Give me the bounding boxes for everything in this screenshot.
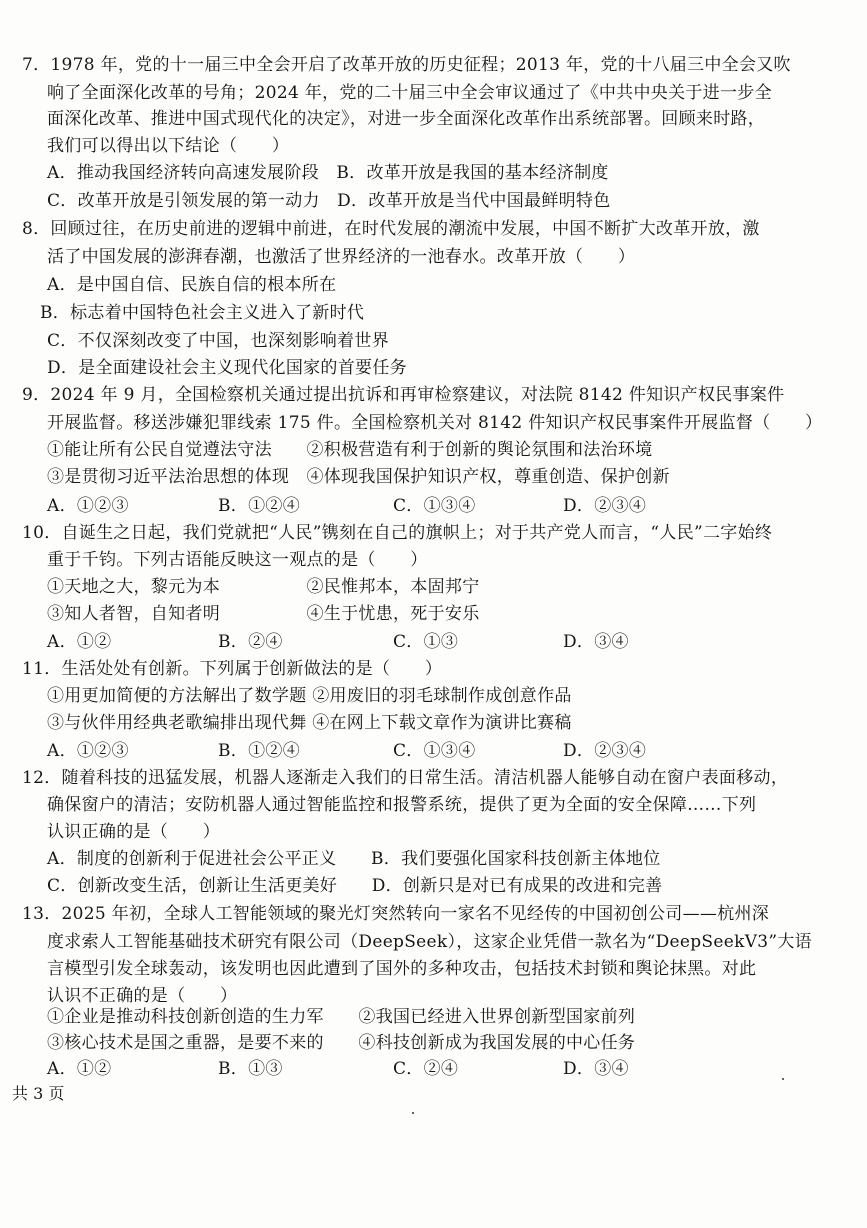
question-8-stem-line-2: 活了中国发展的澎湃春潮，也激活了世界经济的一池春水。改革开放（ ） xyxy=(47,247,636,267)
question-13-statement-row-1: ①企业是推动科技创新创造的生力军 ②我国已经进入世界创新型国家前列 xyxy=(47,1007,636,1027)
question-12-stem-line-3: 认识正确的是（ ） xyxy=(47,822,220,842)
question-11-choice-a: A．①②③ xyxy=(47,741,129,761)
question-12-stem-line-2: 确保窗户的清洁；安防机器人通过智能监控和报警系统，提供了更为全面的安全保障……下列 xyxy=(47,795,757,815)
question-9-choice-c: C．①③④ xyxy=(393,496,476,516)
question-11-statement-row-2: ③与伙伴用经典老歌编排出现代舞 ④在网上下载文章作为演讲比赛稿 xyxy=(47,713,572,733)
question-11-choice-d: D．②③④ xyxy=(563,741,647,761)
question-7-stem-line-1: 7．1978 年，党的十一届三中全会开启了改革开放的历史征程；2013 年，党的十八届三中全会又吹 xyxy=(22,55,791,75)
question-8-option-b: B．标志着中国特色社会主义进入了新时代 xyxy=(40,303,365,323)
question-9-choice-b: B．①②④ xyxy=(218,496,300,516)
question-7-stem-line-3: 面深化改革、推进中国式现代化的决定》，对进一步全面深化改革作出系统部署。回顾来时路， xyxy=(47,109,766,129)
question-8-option-a: A．是中国自信、民族自信的根本所在 xyxy=(47,275,337,295)
question-7-option-row-2: C．改革开放是引领发展的第一动力 D．改革开放是当代中国最鲜明特色 xyxy=(47,191,611,211)
question-9-choice-d: D．②③④ xyxy=(563,496,647,516)
question-11-choice-b: B．①②④ xyxy=(218,741,300,761)
question-10-statement-row-1: ①天地之大，黎元为本 ②民惟邦本，本固邦宁 xyxy=(47,577,480,597)
question-13-statement-row-2: ③核心技术是国之重器，是要不来的 ④科技创新成为我国发展的中心任务 xyxy=(47,1033,636,1053)
question-9-stem-line-2: 开展监督。移送涉嫌犯罪线索 175 件。全国检察机关对 8142 件知识产权民事案件开展监督（ ） xyxy=(47,413,823,433)
question-8-stem-line-1: 8．回顾过往，在历史前进的逻辑中前进，在时代发展的潮流中发展，中国不断扩大改革开放，激 xyxy=(22,219,760,239)
question-13-stem-line-1: 13．2025 年初，全球人工智能领域的聚光灯突然转向一家名不见经传的中国初创公司——杭州深 xyxy=(22,904,770,924)
question-7-option-row-1: A．推动我国经济转向高速发展阶段 B．改革开放是我国的基本经济制度 xyxy=(47,163,609,183)
question-13-stem-line-4: 认识不正确的是（ ） xyxy=(47,986,238,1006)
scan-speck xyxy=(412,1112,414,1114)
question-8-option-d: D．是全面建设社会主义现代化国家的首要任务 xyxy=(47,358,407,378)
question-13-choice-c: C．②④ xyxy=(393,1059,459,1079)
question-9-stem-line-1: 9．2024 年 9 月，全国检察机关通过提出抗诉和再审检察建议，对法院 8142 件知识产权民事案件 xyxy=(22,385,785,405)
question-9-choice-a: A．①②③ xyxy=(47,496,129,516)
question-8-option-c: C．不仅深刻改变了中国，也深刻影响着世界 xyxy=(47,331,390,351)
question-13-choice-b: B．①③ xyxy=(218,1059,283,1079)
question-10-statement-row-2: ③知人者智，自知者明 ④生于忧患，死于安乐 xyxy=(47,604,480,624)
question-9-statement-row-1: ①能让所有公民自觉遵法守法 ②积极营造有利于创新的舆论氛围和法治环境 xyxy=(47,440,653,460)
question-9-statement-row-2: ③是贯彻习近平法治思想的体现 ④体现我国保护知识产权，尊重创造、保护创新 xyxy=(47,467,670,487)
question-11-choice-c: C．①③④ xyxy=(393,741,476,761)
question-10-choice-d: D．③④ xyxy=(563,632,629,652)
question-11-stem-line-1: 11．生活处处有创新。下列属于创新做法的是（ ） xyxy=(22,659,443,679)
question-13-stem-line-3: 言模型引发全球轰动，该发明也因此遭到了国外的多种攻击，包括技术封锁和舆论抹黑。对此 xyxy=(47,959,757,979)
question-12-option-row-1: A．制度的创新利于促进社会公平正义 B．我们要强化国家科技创新主体地位 xyxy=(47,849,661,869)
question-10-choice-c: C．①③ xyxy=(393,632,459,652)
scan-speck xyxy=(782,1078,784,1080)
question-12-stem-line-1: 12．随着科技的迅猛发展，机器人逐渐走入我们的日常生活。清洁机器人能够自动在窗户表面移动， xyxy=(22,768,789,788)
question-12-option-row-2: C．创新改变生活，创新让生活更美好 D．创新只是对已有成果的改进和完善 xyxy=(47,876,663,896)
question-10-stem-line-2: 重于千钧。下列古语能反映这一观点的是（ ） xyxy=(47,550,428,570)
question-7-stem-line-4: 我们可以得出以下结论（ ） xyxy=(47,136,290,156)
question-10-stem-line-1: 10．自诞生之日起，我们党就把“人民”镌刻在自己的旗帜上；对于共产党人而言，“人民”二字始终 xyxy=(22,523,773,543)
question-13-stem-line-2: 度求索人工智能基础技术研究有限公司（DeepSeek），这家企业凭借一款名为“DeepSeekV3”大语 xyxy=(47,932,812,952)
question-10-choice-a: A．①② xyxy=(47,632,112,652)
question-13-choice-d: D．③④ xyxy=(563,1059,629,1079)
page-count-footer: 共 3 页 xyxy=(12,1084,65,1103)
question-11-statement-row-1: ①用更加简便的方法解出了数学题 ②用废旧的羽毛球制作成创意作品 xyxy=(47,686,572,706)
question-13-choice-a: A．①② xyxy=(47,1059,112,1079)
question-10-choice-b: B．②④ xyxy=(218,632,283,652)
question-7-stem-line-2: 响了全面深化改革的号角；2024 年，党的二十届三中全会审议通过了《中共中央关于进一步全 xyxy=(47,83,772,103)
